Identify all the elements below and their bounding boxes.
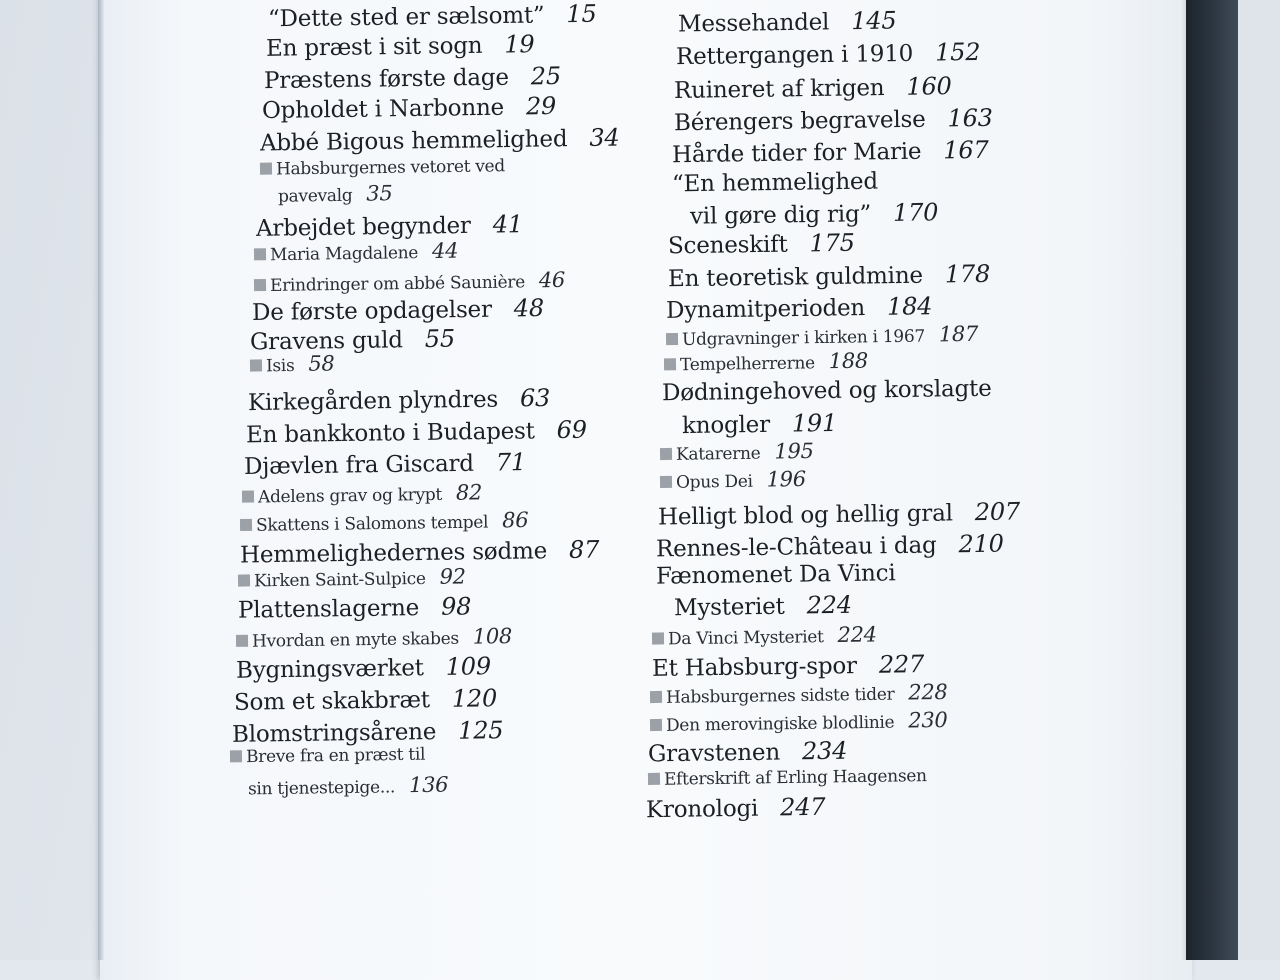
- toc-entry-title: Dødningehoved og korslagte: [661, 375, 992, 407]
- toc-entry-page: 178: [944, 259, 991, 289]
- toc-entry-page: 63: [519, 383, 551, 413]
- toc-entry: [664, 348, 869, 376]
- toc-entry: [655, 529, 1004, 563]
- toc-entry: [245, 415, 588, 449]
- toc-entry-title: Rettergangen i 1910: [675, 40, 914, 71]
- toc-entry: [673, 590, 853, 622]
- toc-entry: [261, 91, 557, 125]
- toc-entry-title: sin tjenestepige...: [247, 777, 396, 800]
- toc-entry-page: 19: [504, 30, 535, 59]
- toc-entry: [238, 566, 466, 590]
- toc-entry-page: 125: [457, 716, 504, 745]
- toc-entry-page: 120: [451, 684, 498, 713]
- toc-entry: [247, 383, 551, 417]
- toc-entry-title: Messehandel: [677, 9, 830, 38]
- sidebar-marker-icon: [254, 248, 266, 260]
- toc-entry-page: 145: [851, 6, 897, 36]
- book-cover-edge: [1186, 0, 1238, 960]
- toc-entry-title: Blomstringsårene: [231, 719, 437, 748]
- toc-entry-page: 35: [366, 181, 393, 206]
- toc-entry-title: Adelens grav og krypt: [257, 484, 443, 508]
- toc-entry-page: 58: [308, 351, 335, 376]
- toc-entry-page: 160: [906, 72, 952, 101]
- sidebar-marker-icon: [664, 358, 676, 370]
- toc-entry-page: 71: [495, 448, 527, 477]
- toc-entry: [254, 238, 459, 266]
- toc-entry-title: Præstens første dage: [263, 64, 509, 95]
- toc-entry-title: Fænomenet Da Vinci: [655, 560, 896, 590]
- toc-entry: [645, 792, 826, 824]
- toc-entry: [236, 654, 491, 683]
- toc-entry-title: Helligt blod og hellig gral: [657, 500, 953, 531]
- toc-entry-page: 227: [878, 650, 925, 679]
- toc-entry-page: 207: [974, 497, 1021, 527]
- toc-entry-title: Plattenslagerne: [237, 595, 420, 624]
- page-edge: [98, 0, 104, 960]
- toc-entry: [247, 772, 449, 800]
- toc-entry: [671, 135, 989, 169]
- toc-entry: [660, 438, 814, 465]
- toc-entry: [240, 537, 599, 567]
- sidebar-marker-icon: [660, 476, 672, 488]
- toc-entry-page: 86: [502, 507, 529, 533]
- toc-entry: [260, 125, 620, 155]
- toc-entry-page: 224: [806, 590, 853, 620]
- sidebar-marker-icon: [236, 635, 248, 647]
- toc-entry-page: 82: [455, 480, 483, 505]
- toc-entry: [650, 679, 948, 708]
- toc-entry-title: Som et skakbræt: [233, 687, 431, 716]
- toc-entry-title: Bygningsværket: [235, 655, 424, 684]
- toc-entry-title: Opus Dei: [675, 471, 753, 493]
- toc-entry-page: 184: [886, 292, 933, 321]
- toc-entry: [678, 8, 897, 36]
- toc-entry-page: 196: [766, 466, 806, 492]
- toc-entry: [236, 626, 512, 651]
- toc-entry-page: 152: [934, 37, 981, 67]
- toc-entry-page: 44: [431, 238, 459, 263]
- toc-entry: [260, 158, 505, 178]
- toc-entry-page: 25: [530, 61, 562, 91]
- toc-entry-title: Da Vinci Mysteriet: [667, 627, 824, 650]
- toc-entry-page: 170: [892, 198, 939, 227]
- toc-entry-page: 167: [943, 135, 989, 165]
- toc-entry-title: Gravens guld: [249, 327, 404, 356]
- toc-entry-title: Et Habsburg-spor: [651, 653, 858, 682]
- toc-entry: [238, 594, 472, 622]
- toc-entry-title: Kirken Saint-Sulpice: [253, 568, 426, 592]
- toc-entry-title: Breve fra en præst til: [245, 744, 426, 768]
- toc-entry-title: Kirkegården plyndres: [247, 386, 499, 417]
- toc-entry-title: Skattens i Salomons tempel: [255, 512, 489, 536]
- toc-entry-title: Rennes-le-Château i dag: [655, 532, 937, 563]
- toc-entry-title: knogler: [681, 411, 771, 440]
- toc-entry-title: Ruineret af krigen: [673, 75, 885, 104]
- toc-entry: [660, 466, 806, 493]
- toc-entry-title: Gravstenen: [647, 739, 781, 768]
- toc-entry: [666, 321, 979, 350]
- sidebar-marker-icon: [260, 163, 272, 175]
- toc-entry: [658, 499, 1020, 529]
- toc-entry-title: Den merovingiske blodlinie: [665, 712, 895, 736]
- toc-entry-title: Kronologi: [645, 795, 759, 824]
- toc-entry-page: 34: [589, 123, 620, 152]
- toc-entry-title: “En hemmelighed: [671, 168, 879, 198]
- toc-entry: [652, 652, 924, 681]
- toc-entry-page: 98: [440, 592, 472, 621]
- toc-entry-page: 29: [525, 91, 557, 121]
- sidebar-marker-icon: [230, 750, 242, 762]
- toc-entry-title: Hemmelighedernes sødme: [239, 538, 548, 569]
- toc-entry-page: 136: [408, 772, 449, 798]
- sidebar-marker-icon: [240, 519, 252, 531]
- toc-entry-page: 41: [492, 210, 524, 239]
- toc-entry: [234, 686, 497, 715]
- toc-entry-title: Opholdet i Narbonne: [261, 94, 505, 125]
- toc-entry-title: Udgravninger i kirken i 1967: [681, 326, 926, 350]
- toc-entry-title: Habsburgernes sidste tider: [665, 684, 895, 708]
- sidebar-marker-icon: [648, 773, 660, 785]
- toc-entry-page: 187: [938, 321, 979, 347]
- toc-entry-page: 92: [439, 564, 466, 589]
- toc-entry-title: Habsburgernes vetoret ved: [275, 156, 506, 180]
- toc-entry-title: Efterskrift af Erling Haagensen: [663, 766, 927, 790]
- toc-entry: [244, 450, 526, 479]
- toc-entry-page: 230: [908, 707, 948, 733]
- toc-entry: [268, 2, 597, 32]
- toc-entry-page: 163: [947, 103, 993, 133]
- toc-entry: [240, 507, 529, 536]
- toc-entry-title: Arbejdet begynder: [255, 212, 471, 242]
- toc-entry-page: 87: [568, 535, 600, 564]
- toc-entry-title: Erindringer om abbé Saunière: [269, 272, 526, 296]
- toc-entry-title: Mysteriet: [673, 593, 785, 622]
- toc-entry-title: vil gøre dig rig”: [689, 201, 872, 230]
- toc-entry: [249, 324, 456, 356]
- toc-entry-page: 234: [801, 736, 848, 766]
- sidebar-marker-icon: [238, 574, 250, 586]
- toc-entry-title: Tempelherrerne: [679, 353, 815, 376]
- toc-entry-title: Katarerne: [675, 443, 761, 465]
- toc-entry-title: “Dette sted er sælsomt”: [267, 2, 545, 33]
- sidebar-marker-icon: [650, 719, 662, 731]
- toc-entry-page: 210: [958, 529, 1004, 559]
- toc-entry-title: pavevalg: [277, 185, 353, 207]
- sidebar-marker-icon: [666, 333, 678, 345]
- toc-entry-title: Dynamitperioden: [665, 295, 866, 324]
- toc-entry-title: Abbé Bigous hemmelighed: [259, 126, 568, 157]
- toc-entry: [650, 707, 948, 736]
- background-strip: [1238, 0, 1280, 960]
- toc-entry-title: Bérengers begravelse: [673, 106, 926, 137]
- toc-entry: [675, 37, 981, 71]
- toc-entry: [278, 183, 393, 206]
- toc-entry-page: 224: [837, 622, 877, 647]
- toc-entry: [690, 200, 939, 228]
- toc-entry-page: 195: [774, 438, 814, 464]
- sidebar-marker-icon: [652, 632, 664, 644]
- toc-entry: [648, 768, 927, 789]
- toc-entry: [266, 32, 535, 61]
- toc-entry: [230, 744, 426, 768]
- toc-entry-page: 247: [779, 792, 826, 822]
- toc-entry-page: 191: [791, 408, 838, 438]
- toc-entry-page: 15: [566, 0, 597, 29]
- toc-entry-page: 55: [424, 324, 456, 353]
- sidebar-marker-icon: [250, 359, 262, 371]
- toc-entry: [242, 482, 482, 506]
- toc-entry: [673, 103, 993, 137]
- toc-entry: [254, 267, 566, 296]
- toc-entry-page: 175: [809, 228, 855, 258]
- toc-entry-title: En bankkonto i Budapest: [245, 418, 535, 449]
- toc-entry-page: 46: [538, 267, 566, 293]
- sidebar-marker-icon: [242, 491, 254, 503]
- toc-entry: [263, 61, 562, 95]
- toc-entry: [661, 375, 992, 407]
- toc-entry-title: Hvordan en myte skabes: [251, 628, 459, 652]
- toc-entry-title: Isis: [265, 355, 295, 377]
- toc-entry-title: Djævlen fra Giscard: [243, 450, 475, 480]
- toc-entry-title: Maria Magdalene: [269, 243, 419, 266]
- toc-entry-title: Sceneskift: [667, 231, 788, 260]
- sidebar-marker-icon: [660, 448, 672, 460]
- toc-entry: [656, 562, 896, 588]
- toc-entry: [652, 624, 877, 648]
- toc-entry: [666, 294, 933, 323]
- toc-entry-page: 109: [445, 652, 492, 681]
- sidebar-marker-icon: [254, 279, 266, 291]
- sidebar-marker-icon: [650, 691, 662, 703]
- toc-entry: [250, 353, 335, 375]
- toc-entry: [251, 293, 545, 327]
- toc-entry-title: En teoretisk guldmine: [667, 262, 924, 293]
- toc-entry: [232, 718, 504, 747]
- toc-entry-page: 48: [513, 293, 545, 323]
- toc-entry: [667, 228, 855, 260]
- toc-entry: [256, 212, 523, 241]
- toc-entry: [671, 168, 879, 198]
- toc-entry: [681, 408, 838, 440]
- toc-entry-title: Hårde tider for Marie: [671, 138, 922, 169]
- toc-entry-title: En præst i sit sogn: [265, 32, 483, 62]
- toc-entry: [674, 74, 952, 103]
- toc-entry-page: 188: [828, 348, 869, 374]
- toc-entry-page: 228: [908, 679, 948, 705]
- toc-entry: [667, 259, 991, 293]
- toc-entry: [647, 736, 848, 768]
- toc-entry-page: 108: [472, 624, 513, 649]
- toc-entry-page: 69: [556, 415, 588, 445]
- toc-entry-title: De første opdagelser: [251, 296, 492, 327]
